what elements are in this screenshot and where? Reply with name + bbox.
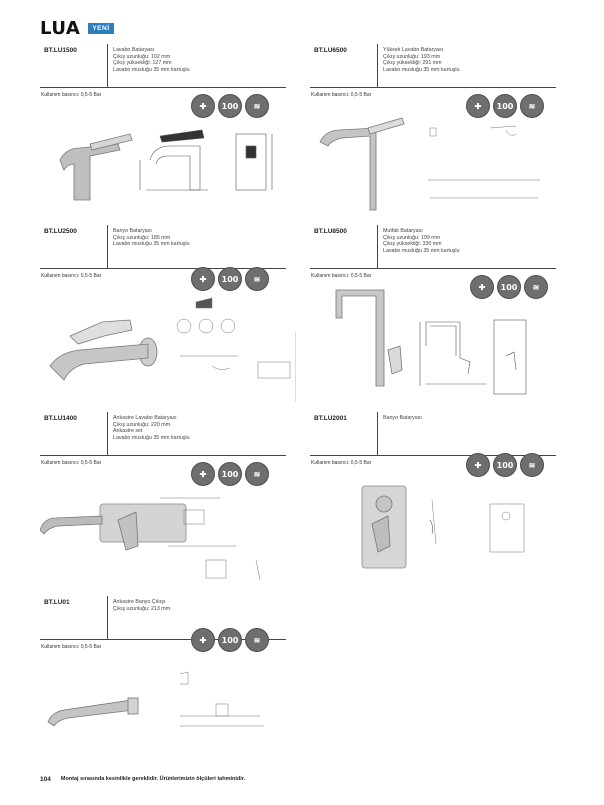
- lever-handle: [388, 346, 402, 374]
- product-specs: Lavabo Bataryası Çıkış uzunluğu: 102 mm Çıkış yüksekliği: 127 mm Lavabo musluğu 35 mm kartuşlu: [113, 47, 190, 73]
- spout-image: [48, 700, 134, 726]
- footer-disclaimer: Montaj sırasında kesinlikle gereklidir. Ürünlerimizin ölçüleri tahminidir.: [60, 776, 246, 782]
- cartridge-icon: ✚: [191, 94, 215, 118]
- diverter-knob: [376, 496, 392, 512]
- product-code: BT.LU8500: [310, 225, 378, 268]
- product-block-lu1500: [40, 44, 286, 98]
- pressure-note: Kullanım basıncı: 0,5-5 Bar: [311, 273, 372, 279]
- technical-drawing: [428, 126, 540, 198]
- product-specs: Ankastre Lavabo Bataryası Çıkış uzunluğu: 220 mm Ankastre set Lavabo musluğu 35 mm kartuşlu: [113, 415, 190, 441]
- product-specs: Ankastre Banyo Çıkışı Çıkış uzunluğu: 213 mm: [113, 599, 171, 612]
- product-images-lu1400: [40, 490, 286, 590]
- hundred-icon: 100: [218, 267, 242, 291]
- pressure-note: Kullanım basıncı: 0,5-5 Bar: [311, 460, 372, 466]
- cartridge-icon: ✚: [191, 462, 215, 486]
- faucet-image: [320, 128, 376, 210]
- page-number: 104: [40, 776, 51, 783]
- water-flow-icon: ≋: [520, 94, 544, 118]
- product-images-lu2001: [310, 480, 556, 576]
- product-specs: Yüksek Lavabo Bataryası Çıkış uzunluğu: 193 mm Çıkış yüksekliği: 291 mm Lavabo musluğu 35 mm kartuşlu: [383, 47, 460, 73]
- water-flow-icon: ≋: [524, 275, 548, 299]
- product-specs: Banyo Bataryası: [383, 415, 422, 421]
- hundred-icon: 100: [493, 453, 517, 477]
- lever-handle: [368, 118, 404, 134]
- faucet-image: [60, 144, 120, 200]
- cartridge-icon: ✚: [191, 267, 215, 291]
- feature-icons: [191, 628, 269, 652]
- pressure-note: Kullanım basıncı: 0,5-5 Bar: [41, 644, 102, 650]
- feature-icons: [191, 94, 269, 118]
- product-specs: Mutfak Bataryası Çıkış uzunluğu: 199 mm Çıkış yüksekliği: 330 mm Lavabo musluğu 35 mm kartuşlu: [383, 228, 460, 254]
- faucet-image: [50, 344, 148, 380]
- hundred-icon: 100: [493, 94, 517, 118]
- product-images-lu01: [40, 660, 286, 740]
- water-flow-icon: ≋: [245, 267, 269, 291]
- pressure-note: Kullanım basıncı: 0,5-5 Bar: [311, 92, 372, 98]
- wall-flange: [128, 698, 138, 714]
- feature-icons: [191, 462, 269, 486]
- hundred-icon: 100: [497, 275, 521, 299]
- hundred-icon: 100: [218, 628, 242, 652]
- technical-drawing: [140, 130, 272, 190]
- product-code: BT.LU1400: [40, 412, 108, 455]
- technical-drawing: [430, 500, 524, 552]
- product-code: BT.LU1500: [40, 44, 108, 87]
- product-block-lu6500: [310, 44, 556, 98]
- technical-drawing: [177, 298, 296, 402]
- water-flow-icon: ≋: [245, 94, 269, 118]
- faucet-image: [336, 290, 384, 386]
- product-block-lu8500: [310, 225, 556, 279]
- brand-title: LUA: [40, 18, 81, 39]
- technical-drawing: [420, 320, 526, 394]
- pressure-note: Kullanım basıncı: 0,5-5 Bar: [41, 460, 102, 466]
- product-block-lu1400: [40, 412, 286, 466]
- cartridge-icon: ✚: [470, 275, 494, 299]
- page-header: [40, 18, 114, 39]
- product-specs: Banyo Bataryası Çıkış uzunluğu: 185 mm Lavabo musluğu 35 mm kartuşlu: [113, 228, 190, 247]
- cartridge-icon: ✚: [191, 628, 215, 652]
- water-flow-icon: ≋: [520, 453, 544, 477]
- product-code: BT.LU2001: [310, 412, 378, 455]
- pressure-note: Kullanım basıncı: 0,5-5 Bar: [41, 92, 102, 98]
- pressure-note: Kullanım basıncı: 0,5-5 Bar: [41, 273, 102, 279]
- product-code: BT.LU6500: [310, 44, 378, 87]
- feature-icons: [191, 267, 269, 291]
- product-code: BT.LU01: [40, 596, 108, 639]
- product-code: BT.LU2500: [40, 225, 108, 268]
- page-footer: [40, 776, 245, 783]
- product-images-lu8500: [310, 286, 556, 406]
- product-images-lu2500: [40, 292, 296, 410]
- cartridge-icon: ✚: [466, 94, 490, 118]
- hundred-icon: 100: [218, 94, 242, 118]
- new-badge: YENİ: [88, 23, 113, 34]
- technical-drawing: [180, 672, 264, 726]
- water-flow-icon: ≋: [245, 628, 269, 652]
- product-images-lu1500: [40, 120, 286, 210]
- product-images-lu6500: [310, 110, 556, 216]
- water-flow-icon: ≋: [245, 462, 269, 486]
- faucet-image: [40, 516, 102, 534]
- feature-icons: [466, 453, 544, 477]
- wall-plate: [100, 504, 186, 542]
- cartridge-icon: ✚: [466, 453, 490, 477]
- hundred-icon: 100: [218, 462, 242, 486]
- lever-handle: [70, 320, 132, 344]
